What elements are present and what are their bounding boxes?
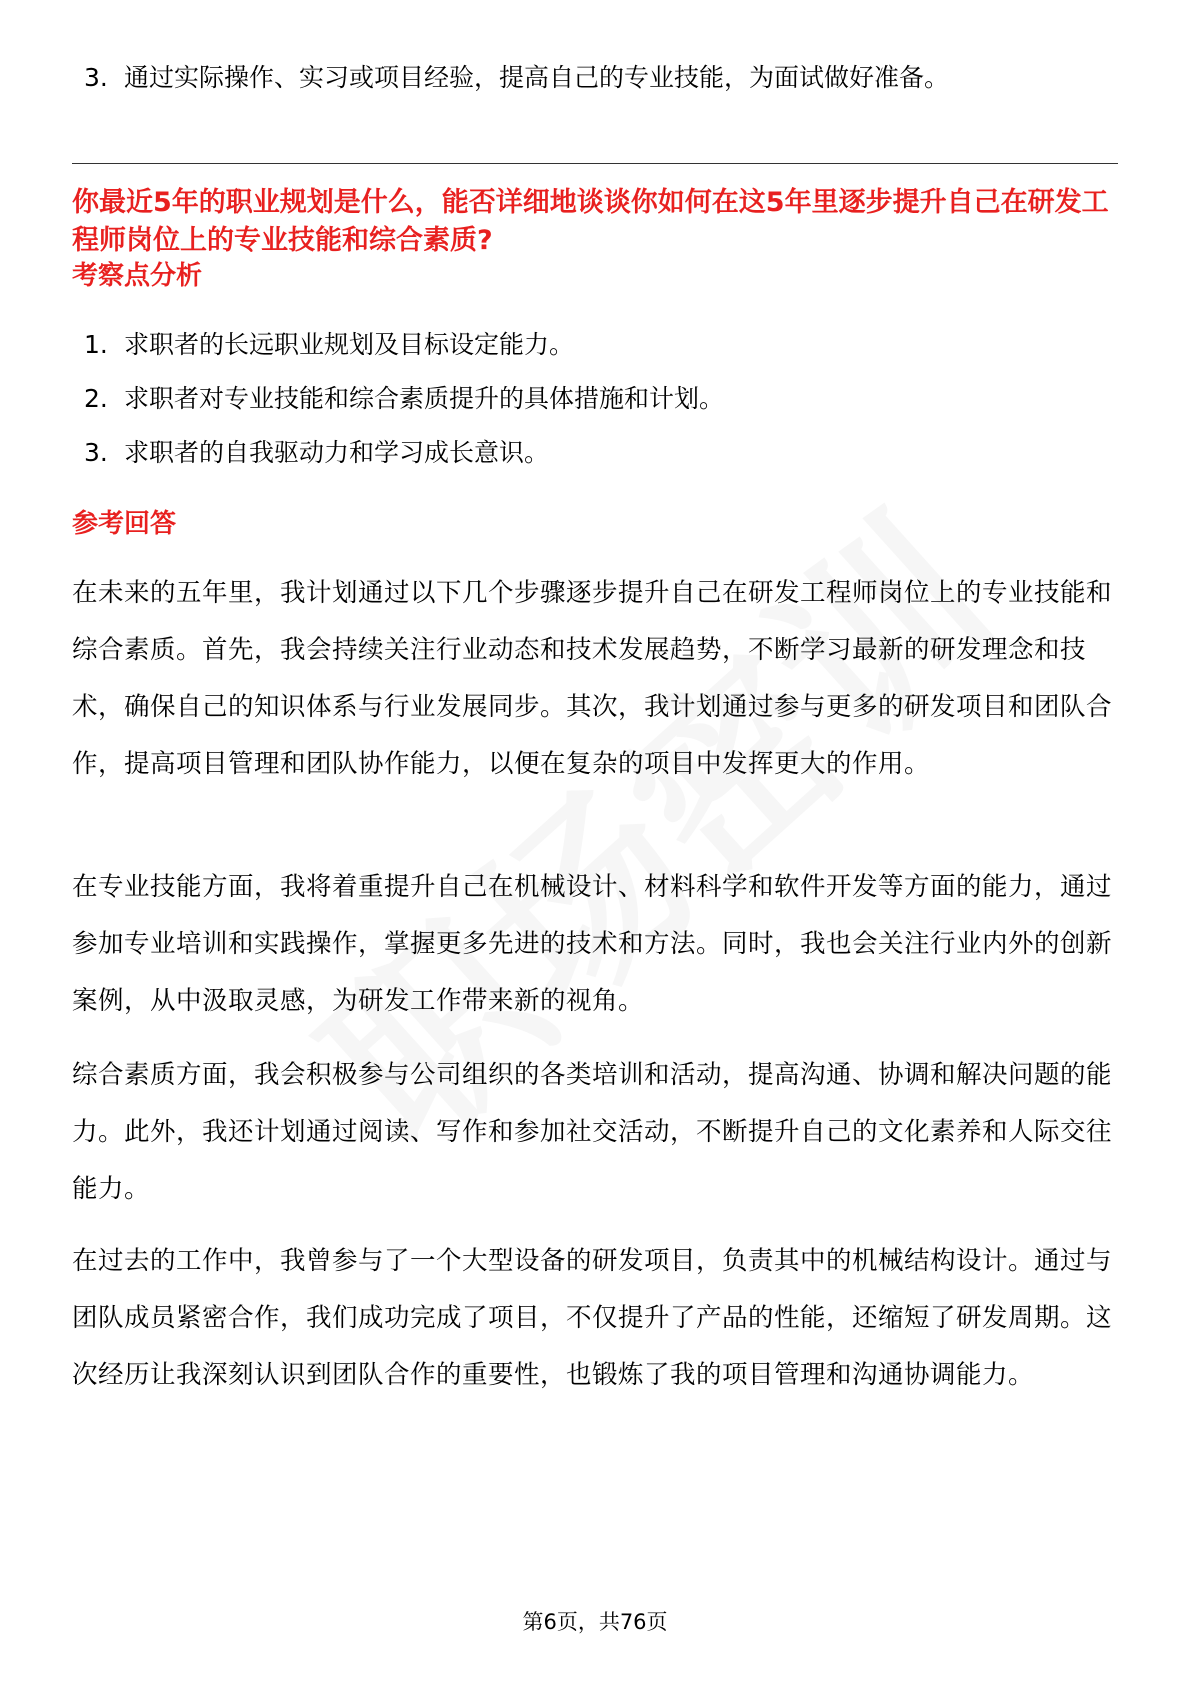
list-item-number: 3. [84, 63, 108, 92]
list-item-text: 通过实际操作、实习或项目经验，提高自己的专业技能，为面试做好准备。 [124, 63, 950, 92]
answer-heading: 参考回答 [72, 509, 177, 539]
answer-paragraph: 综合素质方面，我会积极参与公司组织的各类培训和活动，提高沟通、协调和解决问题的能力。此外，我还计划通过阅读、写作和参加社交活动，不断提升自己的文化素养和人际交往能力。 [72, 1060, 1113, 1204]
list-item-number: 1. [84, 330, 108, 359]
answer-paragraph: 在未来的五年里，我计划通过以下几个步骤逐步提升自己在研发工程师岗位上的专业技能和综合素质。首先，我会持续关注行业动态和技术发展趋势，不断学习最新的研发理念和技术，确保自己的知识体系与行业发展同步。其次，我计划通过参与更多的研发项目和团队合作，提高项目管理和团队协作能力，以便在复杂的项目中发挥更大的作用。 [72, 578, 1113, 779]
list-item-number: 3. [84, 438, 108, 467]
question-heading: 你最近5年的职业规划是什么，能否详细地谈谈你如何在这5年里逐步提升自己在研发工程师岗位上的专业技能和综合素质? [72, 187, 1109, 256]
answer-paragraph: 在专业技能方面，我将着重提升自己在机械设计、材料科学和软件开发等方面的能力，通过参加专业培训和实践操作，掌握更多先进的技术和方法。同时，我也会关注行业内外的创新案例，从中汲取灵感，为研发工作带来新的视角。 [72, 872, 1113, 1016]
page-number-footer: 第6页，共76页 [522, 1610, 668, 1634]
analysis-item [84, 328, 574, 362]
section-divider [72, 163, 1118, 164]
answer-paragraph: 在过去的工作中，我曾参与了一个大型设备的研发项目，负责其中的机械结构设计。通过与团队成员紧密合作，我们成功完成了项目，不仅提升了产品的性能，还缩短了研发周期。这次经历让我深刻认识到团队合作的重要性，也锻炼了我的项目管理和沟通协调能力。 [72, 1246, 1113, 1390]
list-item-text: 求职者的长远职业规划及目标设定能力。 [124, 330, 575, 359]
analysis-item [84, 382, 724, 416]
analysis-item [84, 436, 549, 470]
list-item [84, 61, 949, 95]
list-item-text: 求职者对专业技能和综合素质提升的具体措施和计划。 [124, 384, 725, 413]
analysis-heading: 考察点分析 [72, 261, 203, 291]
list-item-text: 求职者的自我驱动力和学习成长意识。 [124, 438, 550, 467]
list-item-number: 2. [84, 384, 108, 413]
